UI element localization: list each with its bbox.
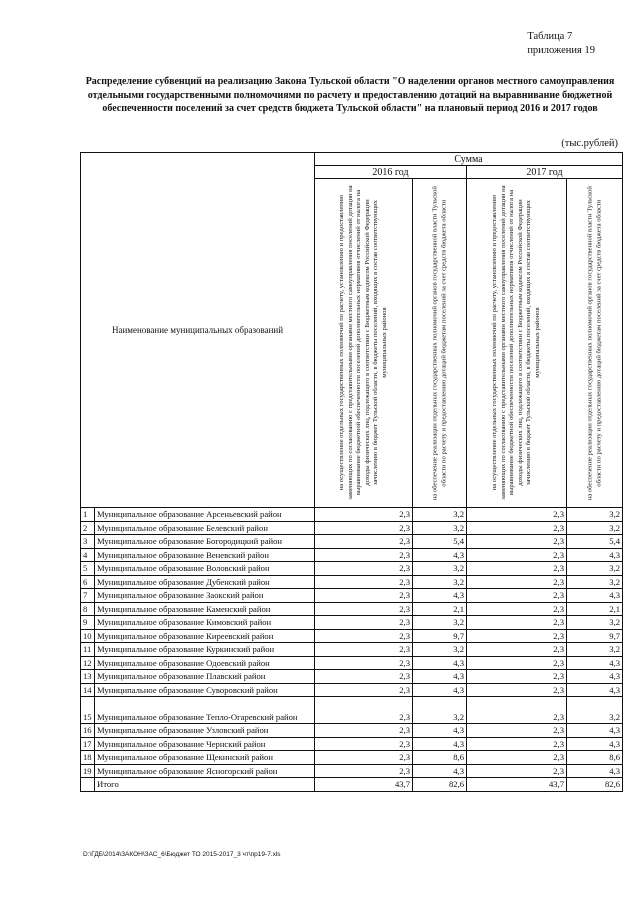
total-b-2016: 82,6 [413, 778, 467, 792]
value-a-2016: 2,3 [315, 508, 413, 522]
value-b-2017: 5,4 [567, 535, 623, 549]
value-a-2017: 2,3 [467, 643, 567, 657]
table-row [81, 589, 623, 603]
row-number: 18 [81, 751, 95, 765]
row-number: 6 [81, 575, 95, 589]
value-b-2016: 3,2 [413, 616, 467, 630]
table-row [81, 508, 623, 522]
municipality-name: Муниципальное образование Воловский район [95, 562, 315, 576]
unit-label: (тыс.рублей) [561, 138, 618, 149]
value-a-2017: 2,3 [467, 656, 567, 670]
table-row [81, 562, 623, 576]
value-b-2016: 3,2 [413, 521, 467, 535]
total-b-2017: 82,6 [567, 778, 623, 792]
municipality-name: Муниципальное образование Киреевский район [95, 629, 315, 643]
year-2017-header: 2017 год [467, 166, 623, 179]
table-row [81, 697, 623, 724]
value-a-2017: 2,3 [467, 535, 567, 549]
value-a-2016: 2,3 [315, 602, 413, 616]
value-a-2016: 2,3 [315, 589, 413, 603]
value-b-2016: 4,3 [413, 656, 467, 670]
total-number-cell [81, 778, 95, 792]
value-a-2017: 2,3 [467, 521, 567, 535]
value-b-2016: 4,3 [413, 737, 467, 751]
value-a-2016: 2,3 [315, 751, 413, 765]
municipality-name: Муниципальное образование Белевский район [95, 521, 315, 535]
value-b-2016: 3,2 [413, 508, 467, 522]
value-a-2017: 2,3 [467, 629, 567, 643]
value-b-2017: 9,7 [567, 629, 623, 643]
col-a-2016-text: на осуществление отдельных государственных полномочий по расчету, установлению и предоставлению заменяющих по согласованию с представительными органами местного самоуправления поселений дотации на выравнивание бюджетной обеспеченности поселений дополнительных нормативов отчислений от налога на доходы физических лиц, подлежащего в соответствии с Бюджетным кодексом Российской Федерации зачислению в бюджет Тульской области, в бюджеты поселений, входящих в состав соответствующих муниципальных районов [337, 185, 388, 501]
table-row [81, 575, 623, 589]
row-number: 10 [81, 629, 95, 643]
value-b-2017: 4,3 [567, 670, 623, 684]
appendix-label: приложения 19 [527, 45, 595, 56]
row-number: 17 [81, 737, 95, 751]
value-a-2017: 2,3 [467, 751, 567, 765]
value-a-2016: 2,3 [315, 656, 413, 670]
value-b-2016: 2,1 [413, 602, 467, 616]
municipality-name: Муниципальное образование Арсеньевский район [95, 508, 315, 522]
value-b-2017: 4,3 [567, 548, 623, 562]
value-a-2016: 2,3 [315, 724, 413, 738]
municipality-name: Муниципальное образование Суворовский район [95, 683, 315, 697]
value-b-2016: 4,3 [413, 670, 467, 684]
value-a-2016: 2,3 [315, 737, 413, 751]
value-b-2017: 4,3 [567, 683, 623, 697]
col-a-2017-text: на осуществление отдельных государственных полномочий по расчету, установлению и предоставлению заменяющих по согласованию с представительными органами местного самоуправления поселений дотации на выравнивание бюджетной обеспеченности поселений дополнительных нормативов отчислений от налога на доходы физических лиц, подлежащего в соответствии с Бюджетным кодексом Российской Федерации зачислению в бюджет Тульской области, в бюджеты поселений, входящих в состав соответствующих муниципальных районов [490, 185, 541, 501]
value-b-2017: 4,3 [567, 764, 623, 778]
col-a-2017-header [467, 179, 567, 508]
value-a-2017: 2,3 [467, 602, 567, 616]
value-a-2016: 2,3 [315, 643, 413, 657]
sum-header: Сумма [315, 153, 623, 166]
value-a-2016: 2,3 [315, 629, 413, 643]
table-row [81, 602, 623, 616]
value-a-2017: 2,3 [467, 562, 567, 576]
municipality-name: Муниципальное образование Кимовский район [95, 616, 315, 630]
municipality-name: Муниципальное образование Плавский район [95, 670, 315, 684]
table-reference [527, 30, 595, 58]
total-a-2016: 43,7 [315, 778, 413, 792]
value-a-2017: 2,3 [467, 508, 567, 522]
row-number: 11 [81, 643, 95, 657]
value-b-2016: 8,6 [413, 751, 467, 765]
value-b-2016: 3,2 [413, 575, 467, 589]
row-number: 12 [81, 656, 95, 670]
table-body [81, 508, 623, 792]
row-number: 16 [81, 724, 95, 738]
value-a-2017: 2,3 [467, 764, 567, 778]
table-row [81, 548, 623, 562]
municipality-name: Муниципальное образование Богородицкий район [95, 535, 315, 549]
value-b-2016: 3,2 [413, 697, 467, 724]
value-a-2017: 2,3 [467, 683, 567, 697]
municipality-name: Муниципальное образование Ясногорский район [95, 764, 315, 778]
value-b-2017: 3,2 [567, 616, 623, 630]
value-b-2016: 3,2 [413, 562, 467, 576]
subsidy-table [80, 152, 623, 792]
table-row [81, 656, 623, 670]
table-row [81, 751, 623, 765]
table-row [81, 629, 623, 643]
row-number: 7 [81, 589, 95, 603]
document-title: Распределение субвенций на реализацию Закона Тульской области "О наделении органов местного самоуправления отдельными государственными полномочиями по расчету и предоставлению дотаций на выравнивание бюджетной обеспеченности поселений за счет средств бюджета Тульской области" на плановый период 2016 и 2017 годов [85, 76, 615, 114]
value-a-2017: 2,3 [467, 737, 567, 751]
total-label: Итого [95, 778, 315, 792]
col-b-2017-header [567, 179, 623, 508]
row-number: 14 [81, 683, 95, 697]
municipality-name: Муниципальное образование Щекинский район [95, 751, 315, 765]
municipality-name: Муниципальное образование Тепло-Огаревский район [95, 697, 315, 724]
value-b-2017: 4,3 [567, 656, 623, 670]
row-number: 15 [81, 697, 95, 724]
value-b-2017: 4,3 [567, 589, 623, 603]
municipality-name: Муниципальное образование Чернский район [95, 737, 315, 751]
value-a-2016: 2,3 [315, 548, 413, 562]
col-a-2016-header [315, 179, 413, 508]
value-b-2017: 3,2 [567, 521, 623, 535]
table-row [81, 724, 623, 738]
value-a-2017: 2,3 [467, 697, 567, 724]
municipality-name: Муниципальное образование Узловский район [95, 724, 315, 738]
value-a-2017: 2,3 [467, 589, 567, 603]
file-path-footer: D:\ГДБ\2014\ЗАКОН\ЗАС_6\Бюджет ТО 2015-2017_3 чт\пр19-7.xls [83, 851, 281, 858]
value-b-2016: 5,4 [413, 535, 467, 549]
value-a-2017: 2,3 [467, 670, 567, 684]
year-2016-header: 2016 год [315, 166, 467, 179]
value-b-2017: 3,2 [567, 697, 623, 724]
value-b-2016: 9,7 [413, 629, 467, 643]
value-a-2016: 2,3 [315, 683, 413, 697]
value-a-2016: 2,3 [315, 535, 413, 549]
row-number: 13 [81, 670, 95, 684]
value-b-2016: 4,3 [413, 683, 467, 697]
municipality-name: Муниципальное образование Одоевский район [95, 656, 315, 670]
value-a-2016: 2,3 [315, 616, 413, 630]
value-a-2017: 2,3 [467, 724, 567, 738]
row-number: 5 [81, 562, 95, 576]
row-number: 1 [81, 508, 95, 522]
value-b-2017: 2,1 [567, 602, 623, 616]
value-b-2016: 4,3 [413, 589, 467, 603]
value-a-2017: 2,3 [467, 548, 567, 562]
row-number: 4 [81, 548, 95, 562]
value-a-2016: 2,3 [315, 670, 413, 684]
col-b-2016-text: на обеспечение реализации отдельных государственных полномочий органов государственной власти Тульской области по расчету и предоставлению дотаций бюджетам поселений за счет средств бюджета области [430, 185, 447, 501]
value-b-2017: 3,2 [567, 562, 623, 576]
value-a-2016: 2,3 [315, 562, 413, 576]
value-a-2016: 2,3 [315, 521, 413, 535]
table-row [81, 737, 623, 751]
row-number: 19 [81, 764, 95, 778]
value-b-2017: 3,2 [567, 575, 623, 589]
table-row [81, 616, 623, 630]
municipality-name: Муниципальное образование Дубенский район [95, 575, 315, 589]
col-b-2016-header [413, 179, 467, 508]
table-row [81, 683, 623, 697]
value-a-2017: 2,3 [467, 575, 567, 589]
municipality-name: Муниципальное образование Куркинский район [95, 643, 315, 657]
total-row [81, 778, 623, 792]
value-b-2016: 3,2 [413, 643, 467, 657]
municipality-name: Муниципальное образование Веневский район [95, 548, 315, 562]
row-number: 9 [81, 616, 95, 630]
value-b-2017: 4,3 [567, 737, 623, 751]
row-number: 8 [81, 602, 95, 616]
value-a-2016: 2,3 [315, 764, 413, 778]
table-row [81, 643, 623, 657]
value-b-2016: 4,3 [413, 764, 467, 778]
table-row [81, 670, 623, 684]
value-b-2017: 8,6 [567, 751, 623, 765]
value-b-2017: 3,2 [567, 508, 623, 522]
municipality-name: Муниципальное образование Каменский район [95, 602, 315, 616]
value-b-2016: 4,3 [413, 724, 467, 738]
table-number: Таблица 7 [527, 31, 573, 42]
table-row [81, 764, 623, 778]
value-a-2016: 2,3 [315, 575, 413, 589]
row-number: 3 [81, 535, 95, 549]
total-a-2017: 43,7 [467, 778, 567, 792]
table-row [81, 535, 623, 549]
value-a-2017: 2,3 [467, 616, 567, 630]
value-a-2016: 2,3 [315, 697, 413, 724]
municipality-name: Муниципальное образование Заокский район [95, 589, 315, 603]
table-row [81, 521, 623, 535]
col-b-2017-text: на обеспечение реализации отдельных государственных полномочий органов государственной власти Тульской области по расчету и предоставлению дотаций бюджетам поселений за счет средств бюджета области [585, 185, 602, 501]
name-column-header: Наименование муниципальных образований [81, 153, 315, 508]
value-b-2017: 4,3 [567, 724, 623, 738]
value-b-2016: 4,3 [413, 548, 467, 562]
row-number: 2 [81, 521, 95, 535]
value-b-2017: 3,2 [567, 643, 623, 657]
